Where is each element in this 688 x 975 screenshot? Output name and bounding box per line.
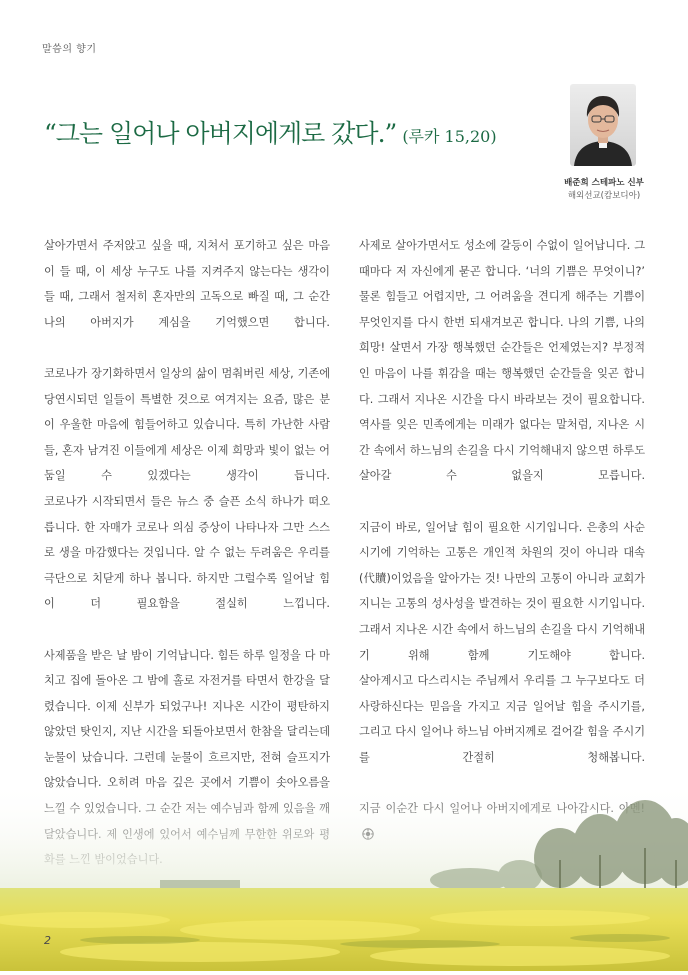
paragraph: 사제로 살아가면서도 성소에 갈등이 수없이 일어납니다. 그때마다 저 자신에게 묻곤 합니다. ‘너의 기쁨은 무엇이니?’ 물론 힘들고 어렵지만, 그 어려움을 견디게 해주는 기쁨이 무엇인지를 다시 한번 되새겨보곤 합니다. 나의 기쁨, 나의 희망! 살면서 가장 행복했던 순간들은 언제였는지? 부정적인 마음이 나를 휘감을 때는 행복했던 순간들을 잊곤 합니다. 그래서 지나온 시간을 다시 바라보는 것이 필요합니다. 역사를 잊은 민족에게는 미래가 없다는 말처럼, 지나온 시간 속에서 하느님의 손길을 다시 기억해내지 않으면 하루도 살아갈 수 없을지 모릅니다. <box>359 239 645 483</box>
body-column-right <box>359 233 645 849</box>
scripture-reference: (루카 15,20) <box>402 127 497 146</box>
paragraph: 코로나가 시작되면서 들은 뉴스 중 슬픈 소식 하나가 떠오릅니다. 한 자매가 코로나 의심 증상이 나타나자 그만 스스로 생을 마감했다는 것입니다. 알 수 없는 두려움은 우리를 극단으로 치닫게 하나 봅니다. 하지만 그럴수록 일어날 힘이 더 필요함을 절실히 느낍니다. <box>44 494 330 611</box>
field-landscape-illustration <box>0 780 688 971</box>
paragraph: 사제품을 받은 날 밤이 기억납니다. 힘든 하루 일정을 다 마치고 집에 돌아온 그 밤에 홀로 자전거를 타면서 한강을 달렸습니다. 이제 신부가 되었구나! 지나온 시간이 평탄하지 않았던 탓인지, 지난 시간을 되돌아보면서 한참을 달리는데 눈물이 났습니다. 그런데 눈물이 흐르지만, 전혀 슬프지가 <box>44 648 330 764</box>
author-photo <box>570 84 636 166</box>
author-role: 해외선교(캄보디아) <box>567 191 641 201</box>
page-number: 2 <box>44 934 51 947</box>
paragraph: 살아가면서 주저앉고 싶을 때, 지쳐서 포기하고 싶은 마음이 들 때, 이 세상 누구도 나를 지켜주지 않는다는 생각이 들 때, 그래서 철저히 혼자만의 고독으로 빠질 때, 그 순간 나의 아버지가 계심을 기억했으면 합니다. <box>44 239 330 329</box>
headline-quote: “그는 일어나 아버지에게로 갔다.” <box>44 119 397 148</box>
author-name: 배준희 스테파노 신부 <box>564 178 644 188</box>
headline <box>44 114 497 150</box>
section-label: 말씀의 향기 <box>42 44 97 55</box>
paragraph: 코로나가 장기화하면서 일상의 삶이 멈춰버린 세상, 기존에 당연시되던 일들이 특별한 것으로 여겨지는 요즘, 많은 분이 우울한 마음에 힘들어하고 있습니다. 특히 가난한 사람들, 혼자 남겨진 이들에게 세상은 이제 희망과 빛이 없는 어둠일 수 있겠다는 생각이 듭니다. <box>44 366 330 483</box>
paragraph: 지금이 바로, 일어날 힘이 필요한 시기입니다. 은총의 사순 시기에 기억하는 고통은 개인적 차원의 것이 아니라 대속(代贖)이었음을 알아가는 것! 나만의 고통이 아니라 교회가 지니는 고통의 성사성을 발견하는 것이 필요한 시기입니다. 그래서 지나온 시간 속에서 하느님의 손길을 다시 기억해내기 위해 함께 기도해야 합니다. <box>359 520 645 662</box>
paragraph: 살아계시고 다스리시는 주님께서 우리를 그 누구보다도 더 사랑하신다는 믿음을 가지고 지금 일어날 힘을 주시기를, 그리고 다시 일어나 하느님 아버지께로 걸어갈 힘을 주시기를 간절히 청해봅니다. <box>359 674 645 764</box>
body-column-left <box>44 233 330 873</box>
